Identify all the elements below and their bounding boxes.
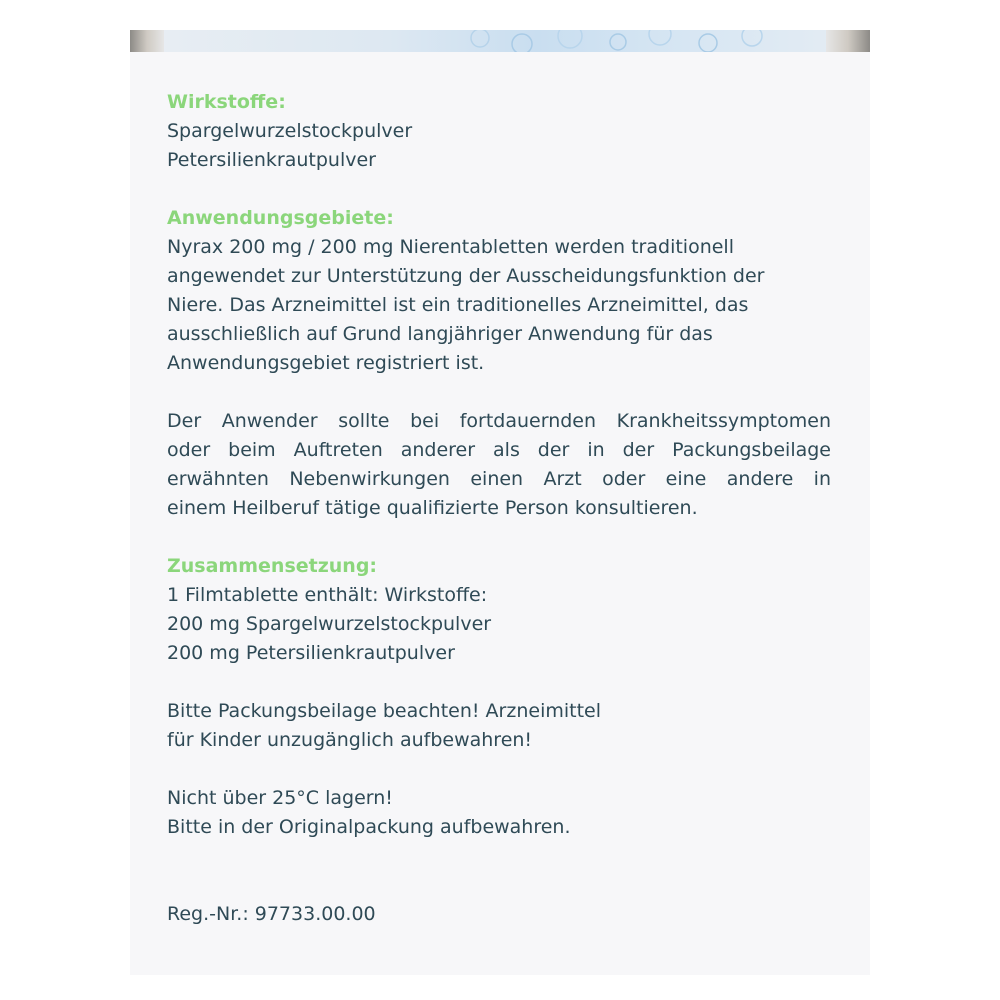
package-back-panel (130, 30, 870, 975)
heading-wirkstoffe: Wirkstoffe: (167, 91, 286, 113)
bubble-pattern (460, 30, 790, 52)
hinweis-line: erwähnten Nebenwirkungen einen Arzt oder eine andere in (167, 468, 831, 490)
beilage-line: für Kinder unzugänglich aufbewahren! (167, 729, 533, 751)
anwendung-line: angewendet zur Unterstützung der Ausscheidungsfunktion der (167, 265, 765, 287)
lagerung-line: Nicht über 25°C lagern! (167, 787, 393, 809)
anwendung-line: Nyrax 200 mg / 200 mg Nierentabletten werden traditionell (167, 236, 734, 258)
package-text (167, 88, 831, 929)
zusammensetzung-line: 200 mg Petersilienkrautpulver (167, 642, 455, 664)
anwendung-line: Anwendungsgebiet registriert ist. (167, 352, 485, 374)
package-top-flap (130, 30, 870, 52)
anwendung-line: Niere. Das Arzneimittel ist ein traditionelles Arzneimittel, das (167, 294, 749, 316)
hinweis-line: Der Anwender sollte bei fortdauernden Krankheitssymptomen (167, 410, 831, 432)
zusammensetzung-line: 1 Filmtablette enthält: Wirkstoffe: (167, 584, 488, 606)
zusammensetzung-line: 200 mg Spargelwurzelstockpulver (167, 613, 492, 635)
wirkstoff-line: Petersilienkrautpulver (167, 149, 376, 171)
heading-zusammensetzung: Zusammensetzung: (167, 555, 378, 577)
hinweis-line: einem Heilberuf tätige qualifizierte Person konsultieren. (167, 497, 698, 519)
lagerung-line: Bitte in der Originalpackung aufbewahren. (167, 816, 571, 838)
registration-number: Reg.-Nr.: 97733.00.00 (167, 903, 376, 925)
wirkstoff-line: Spargelwurzelstockpulver (167, 120, 413, 142)
flap-edge-left (130, 30, 164, 52)
anwendung-line: ausschließlich auf Grund langjähriger Anwendung für das (167, 323, 713, 345)
heading-anwendungsgebiete: Anwendungsgebiete: (167, 207, 394, 229)
hinweis-line: oder beim Auftreten anderer als der in der Packungsbeilage (167, 439, 831, 461)
beilage-line: Bitte Packungsbeilage beachten! Arzneimittel (167, 700, 602, 722)
flap-edge-right (826, 30, 870, 52)
